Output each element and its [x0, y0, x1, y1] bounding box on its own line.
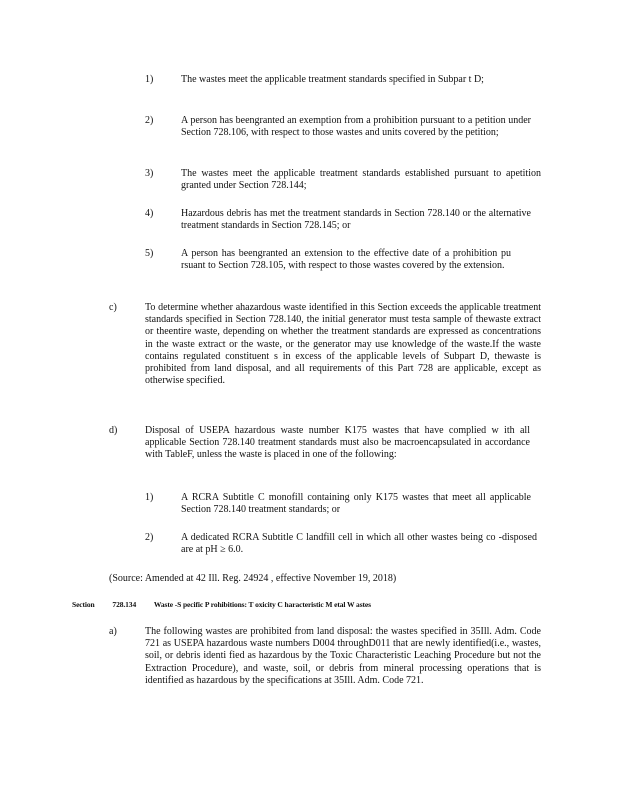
list-item-text: A RCRA Subtitle C monofill containing only K175 wastes that meet all applicable Section 728.140 treatment standards; or [181, 492, 531, 516]
list-item-text: A person has beengranted an extension to the effective date of a prohibition pu rsuant to Section 728.105, with respect to those wastes covered by the extension. [181, 248, 511, 272]
list-number: a) [109, 626, 117, 637]
list-number: 1) [145, 492, 154, 503]
list-item-text: A person has beengranted an exemption from a prohibition pursuant to a petition under Section 728.106, with respect to those wastes and units covered by the petition; [181, 115, 531, 139]
list-item-text: The wastes meet the applicable treatment standards established pursuant to apetition granted under Section 728.144; [181, 168, 541, 192]
section-title: Waste -S pecific P rohibitions: T oxicity C haracteristic M etal W astes [153, 600, 371, 609]
list-number: d) [109, 425, 118, 436]
list-item-text: The wastes meet the applicable treatment standards specified in Subpar t D; [181, 74, 484, 85]
list-number: 1) [145, 74, 154, 85]
section-label: Section [72, 600, 95, 609]
section-heading [72, 600, 552, 609]
list-item-text: A dedicated RCRA Subtitle C landfill cell in which all other wastes being co -disposed are at pH ≥ 6.0. [181, 532, 537, 556]
paragraph-text: The following wastes are prohibited from land disposal: the wastes specified in 35Ill. Adm. Code 721 as USEPA hazardous waste numbers D004 throughD011 that are newly identified(i.e., wastes, soil, or debris identi fied as hazardous by the Toxic Characteristic Leaching Procedure but not the Extraction Procedure), and waste, soil, or debris from mineral processing operations that is identified as hazardous by the specifications at 35Ill. Adm. Code 721. [145, 626, 541, 686]
list-number: 2) [145, 115, 154, 126]
list-number: 5) [145, 248, 154, 259]
list-number: c) [109, 302, 117, 313]
paragraph-text: To determine whether ahazardous waste identified in this Section exceeds the applicable treatment standards specified in Section 728.140, the initial generator must testa sample of thewaste extract or theentire waste, depending on whether the treatment standards are expressed as concentrations in the waste extract or the waste, or the generator may use knowledge of the waste.If the waste contains regulated constituent s in excess of the applicable levels of Subpart D, thewaste is prohibited from land disposal, and all requirements of this Part 728 are applicable, except as otherwise specified. [145, 302, 541, 387]
list-item-text: Hazardous debris has met the treatment standards in Section 728.140 or the alternative treatment standards in Section 728.145; or [181, 208, 531, 232]
section-number: 728.134 [112, 600, 137, 609]
list-number: 2) [145, 532, 154, 543]
list-number: 3) [145, 168, 154, 179]
paragraph-text: Disposal of USEPA hazardous waste number K175 wastes that have complied w ith all applicable Section 728.140 treatment standards must also be macroencapsulated in accordance with TableF, unless the waste is placed in one of the following: [145, 425, 530, 461]
source-note: (Source: Amended at 42 Ill. Reg. 24924 , effective November 19, 2018) [109, 573, 397, 584]
list-number: 4) [145, 208, 154, 219]
